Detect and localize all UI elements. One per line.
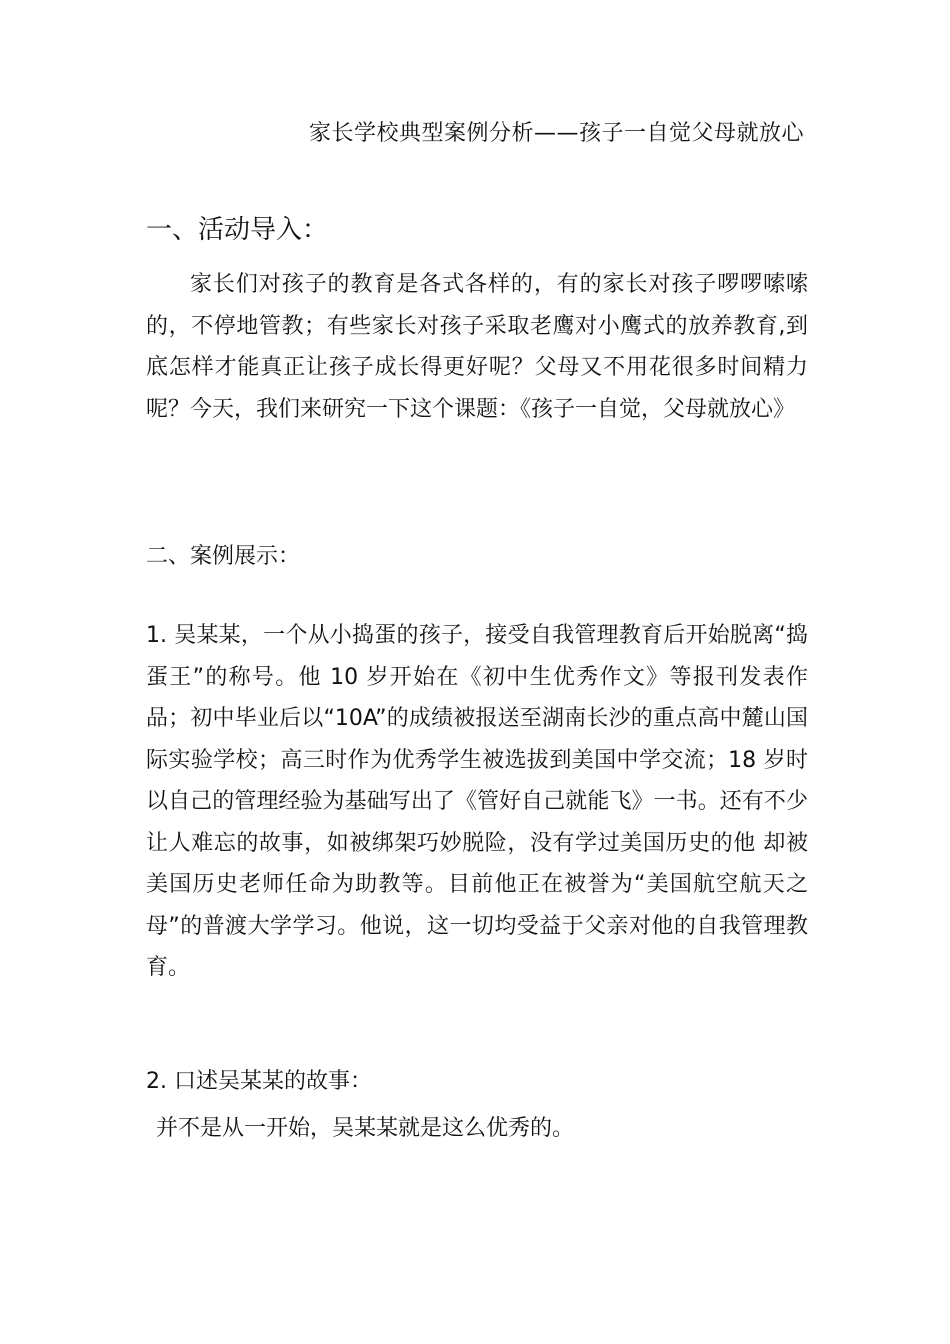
case-item-1-paragraph: 1. 吴某某，一个从小捣蛋的孩子，接受自我管理教育后开始脱离“捣蛋王”的称号。他 10 岁开始在《初中生优秀作文》等报刊发表作品；初中毕业后以“10A”的成绩被报送至湖南长沙的重点高中麓山国际实验学校；高三时作为优秀学生被选拔到美国中学交流；18 岁时以自己的管理经验为基础写出了《管好自己就能飞》一书。还有不少让人难忘的故事，如被绑架巧妙脱险，没有学过美国历史的他 却被美国历史老师任命为助教等。目前他正在被誉为“美国航空航天之母”的普渡大学学习。他说，这一切均受益于父亲对他的自我管理教育。: [146, 623, 808, 980]
case-item-2-heading: 2. 口述吴某某的故事：: [146, 1069, 372, 1094]
section-heading-activity-intro: 一、活动导入：: [146, 215, 329, 245]
document-title: 家长学校典型案例分析——孩子一自觉父母就放心: [308, 121, 804, 146]
section-heading-case-display: 二、案例展示：: [146, 544, 301, 569]
case-item-2-body: 并不是从一开始，吴某某就是这么优秀的。: [156, 1116, 575, 1141]
intro-paragraph: 家长们对孩子的教育是各式各样的，有的家长对孩子啰啰嗦嗦的，不停地管教；有些家长对孩子采取老鹰对小鹰式的放养教育,到底怎样才能真正让孩子成长得更好呢？父母又不用花很多时间精力呢？今天，我们来研究一下这个课题：《孩子一自觉，父母就放心》: [146, 272, 808, 422]
